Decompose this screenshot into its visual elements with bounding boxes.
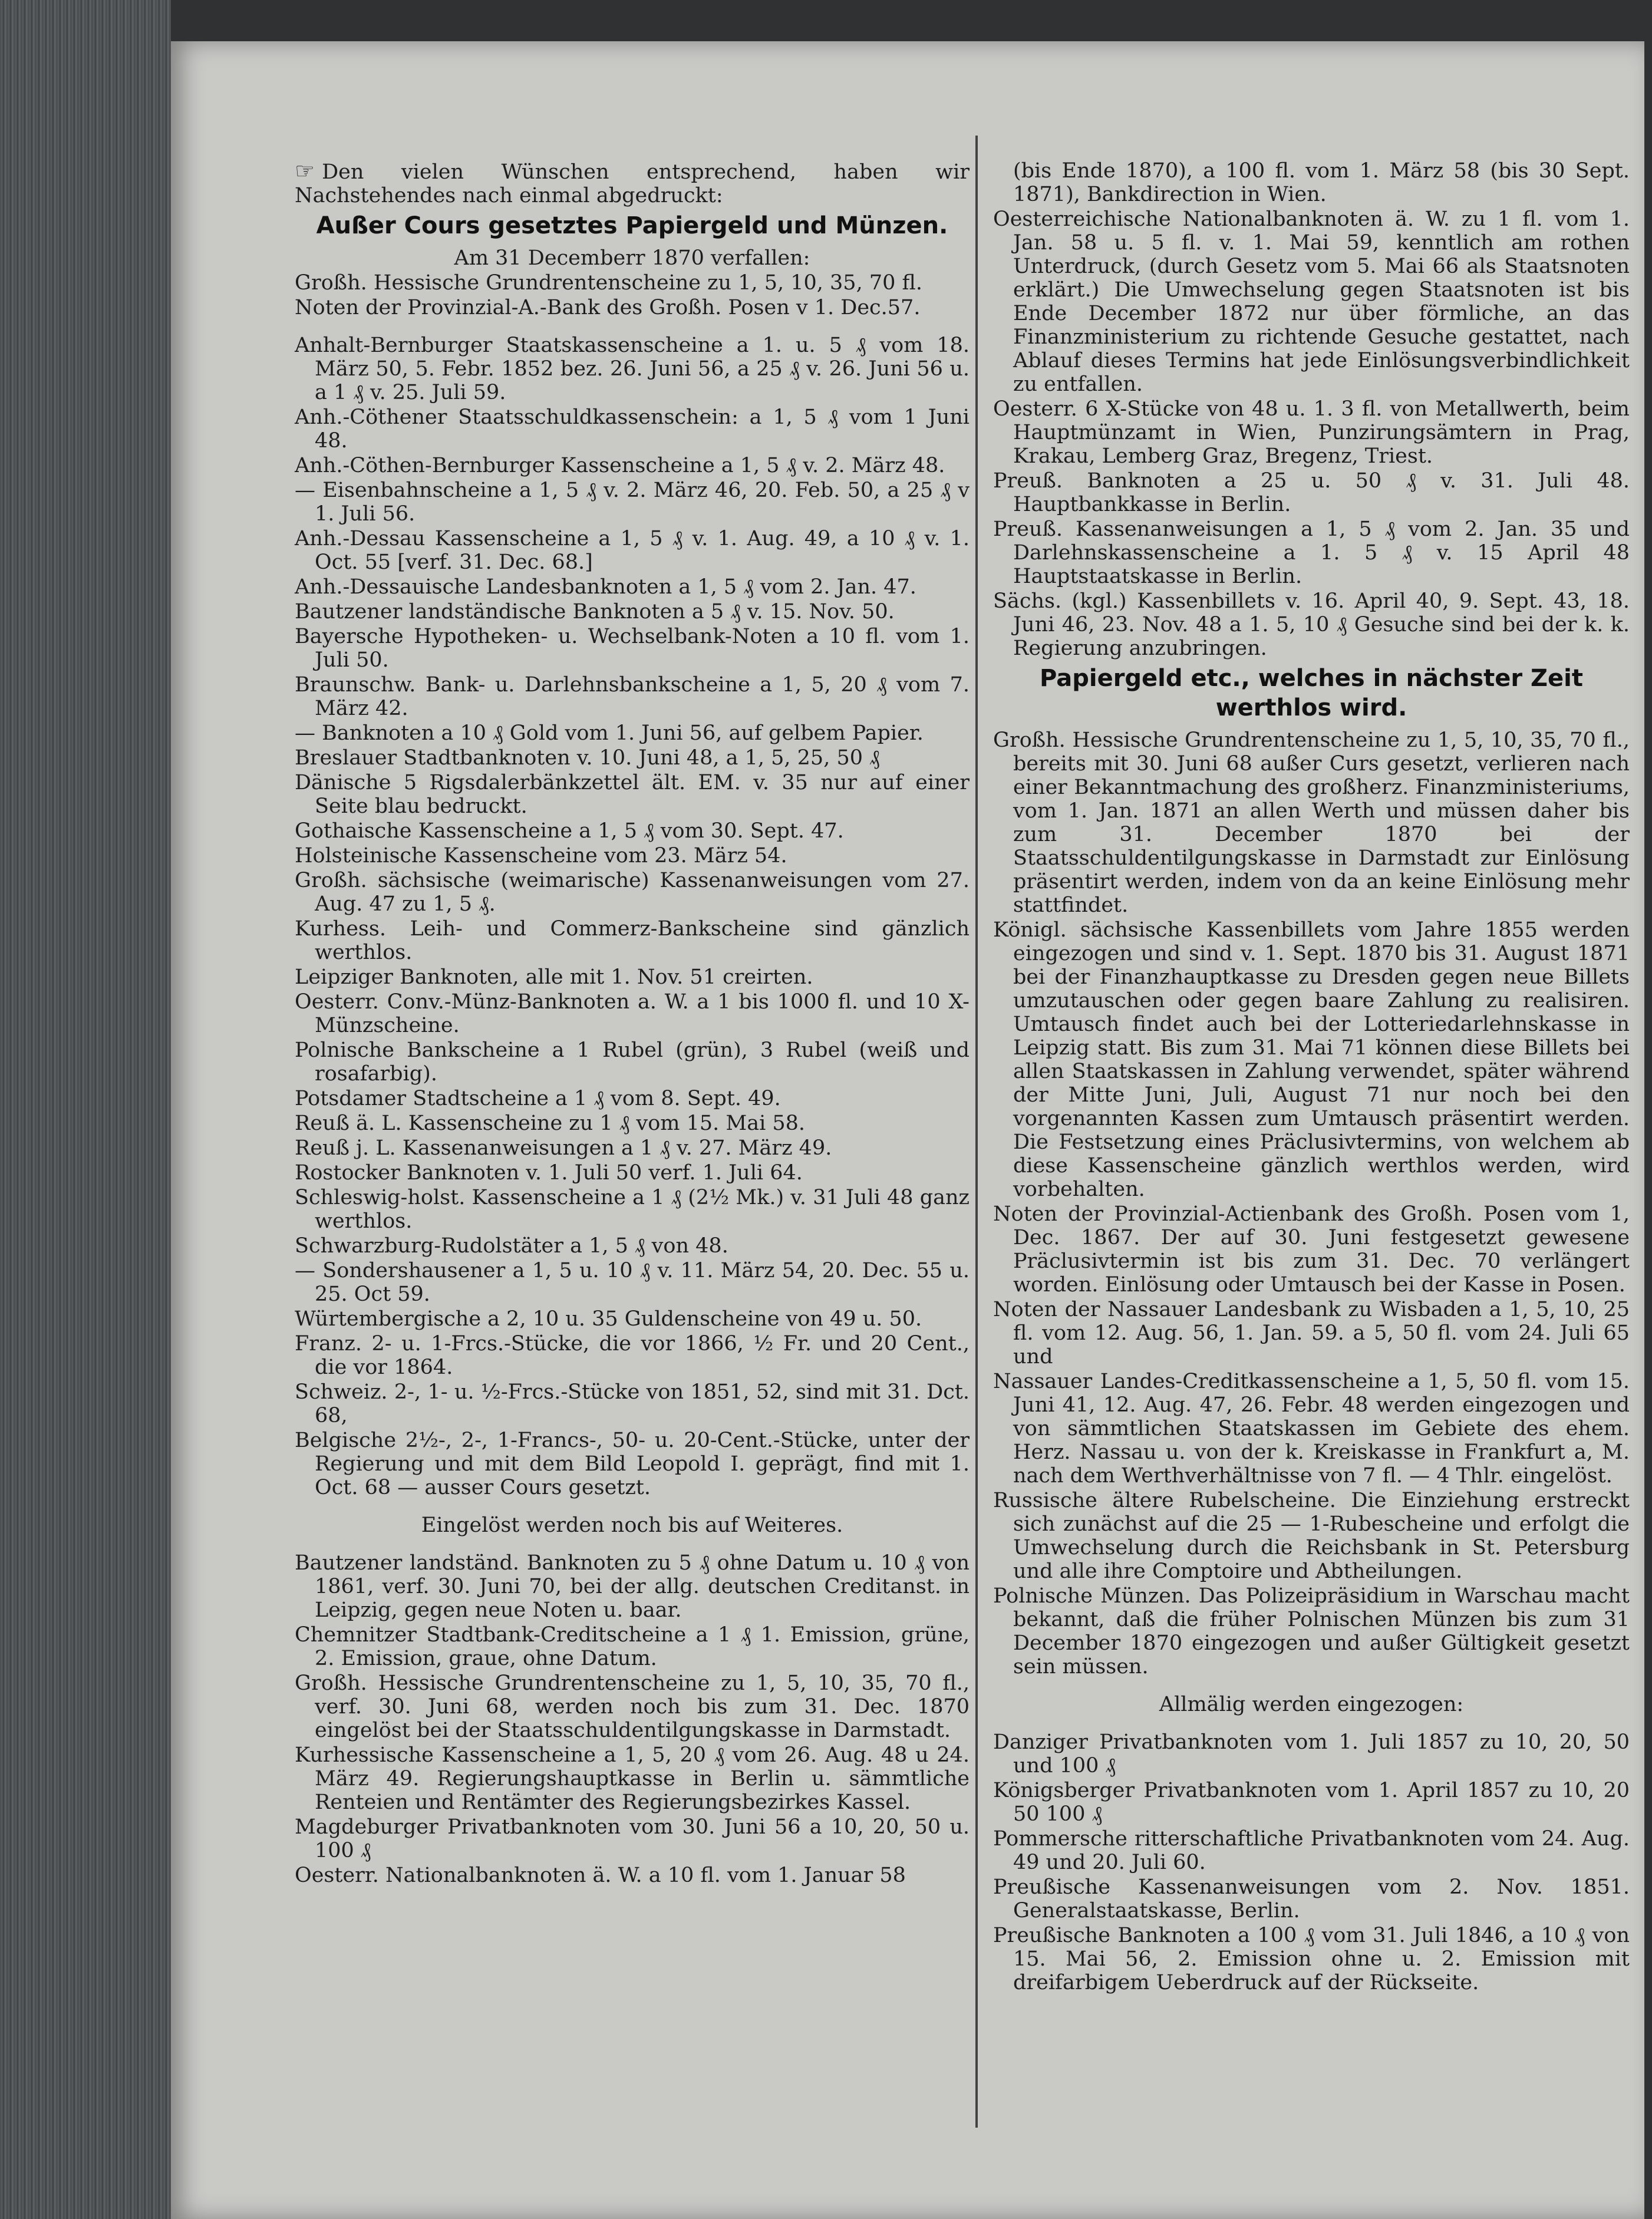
entry-text: (bis Ende 1870), a 100 fl. vom 1. März 58 (bis 30 Sept. 1871), Bankdirection in Wien. <box>1013 159 1630 206</box>
entry-text: Kurhessische Kassenscheine a 1, 5, 20 ₰ vom 26. Aug. 48 u 24. März 49. Regierungshauptkasse in Berlin u. sämmtliche Renteien und Rentämter des Regierungsbezirkes Kassel. <box>295 1743 970 1814</box>
currency-entry <box>295 1671 970 1742</box>
spacer <box>993 1680 1630 1693</box>
entry-text: Danziger Privatbanknoten vom 1. Juli 1857 zu 10, 20, 50 und 100 ₰ <box>993 1730 1630 1778</box>
entry-text: Großh. Hessische Grundrentenscheine zu 1, 5, 10, 35, 70 fl., bereits mit 30. Juni 68 außer Curs gesetzt, verlieren nach einer Bekanntmachung des großherz. Finanzministeriums, vom 1. Jan. 1871 an allen Werth und müssen daher bis zum 31. December 1870 bei der Staatsschuldentilgungskasse in Darmstadt zur Einlösung präsentirt werden, indem von da an keine Einlösung mehr stattfindet. <box>993 728 1630 917</box>
entry-text: Sächs. (kgl.) Kassenbillets v. 16. April 40, 9. Sept. 43, 18. Juni 46, 23. Nov. 48 a 1. 5, 10 ₰ Gesuche sind bei der k. k. Regierung anzubringen. <box>993 589 1630 660</box>
entry-text: — Sondershausener a 1, 5 u. 10 ₰ v. 11. März 54, 20. Dec. 55 u. 25. Oct 59. <box>295 1259 970 1306</box>
currency-entry <box>295 625 970 672</box>
currency-entry <box>295 721 970 745</box>
entry-text: Preußische Kassenanweisungen vom 2. Nov. 1851. Generalstaatskasse, Berlin. <box>993 1875 1630 1923</box>
spacer <box>295 1501 970 1514</box>
currency-entry <box>295 965 970 989</box>
currency-entry <box>295 917 970 964</box>
entry-text: Bayersche Hypotheken- u. Wechselbank-Noten a 10 fl. vom 1. Juli 50. <box>295 625 970 672</box>
entry-text: Russische ältere Rubelscheine. Die Einziehung erstreckt sich zunächst auf die 25 — 1-Rubescheine und erfolgt die Umwechselung durch die Reichsbank in St. Petersburg und alle ihre Comptoire und Abtheilungen. <box>993 1489 1630 1583</box>
entry-text: Bautzener landständ. Banknoten zu 5 ₰ ohne Datum u. 10 ₰ von 1861, verf. 30. Juni 70, bei der allg. deutschen Creditanst. in Leipzig, gegen neue Noten u. baar. <box>295 1551 970 1622</box>
entry-text: Leipziger Banknoten, alle mit 1. Nov. 51 creirten. <box>295 965 813 989</box>
currency-entry <box>295 869 970 916</box>
entry-continuation <box>993 159 1630 206</box>
entry-text: Schleswig-holst. Kassenscheine a 1 ₰ (2½ Mk.) v. 31 Juli 48 ganz werthlos. <box>295 1186 970 1233</box>
book-page <box>171 41 1644 2219</box>
currency-entry <box>295 405 970 453</box>
entry-text: — Banknoten a 10 ₰ Gold vom 1. Juni 56, auf gelbem Papier. <box>295 721 924 745</box>
currency-entry <box>295 1087 970 1110</box>
entry-text: Reuß ä. L. Kassenscheine zu 1 ₰ vom 15. Mai 58. <box>295 1112 806 1135</box>
entry-text: Großh. Hessische Grundrentenscheine zu 1, 5, 10, 35, 70 fl. <box>295 271 922 295</box>
entry-text: Polnische Bankscheine a 1 Rubel (grün), 3 Rubel (weiß und rosafarbig). <box>295 1038 970 1086</box>
entry-text: Schwarzburg-Rudolstäter a 1, 5 ₰ von 48. <box>295 1234 728 1258</box>
entry-text: Oesterr. Nationalbanknoten ä. W. a 10 fl. vom 1. Januar 58 <box>295 1864 906 1887</box>
entry-text: Pommersche ritterschaftliche Privatbanknoten vom 24. Aug. 49 und 20. Juli 60. <box>993 1827 1630 1874</box>
entry-text: Am 31 Decemberr 1870 verfallen: <box>454 246 810 270</box>
currency-entry <box>295 1112 970 1135</box>
currency-entry <box>295 1136 970 1160</box>
currency-entry <box>295 527 970 574</box>
entry-text: Den vielen Wünschen entsprechend, haben wir Nachstehendes nach einmal abgedruckt: <box>295 160 970 207</box>
entry-text: Allmälig werden eingezogen: <box>1159 1693 1464 1716</box>
spacer <box>295 321 970 334</box>
currency-entry <box>295 1259 970 1306</box>
currency-entry <box>295 334 970 404</box>
currency-entry <box>295 271 970 295</box>
currency-entry <box>993 517 1630 588</box>
entry-text: Dänische 5 Rigsdalerbänkzettel ält. EM. v. 35 nur auf einer Seite blau bedruckt. <box>295 771 970 818</box>
entry-text: Anh.-Dessau Kassenscheine a 1, 5 ₰ v. 1. Aug. 49, a 10 ₰ v. 1. Oct. 55 [verf. 31. Dec. 68.] <box>295 527 970 574</box>
currency-entry <box>993 918 1630 1201</box>
entry-text: Nassauer Landes-Creditkassenscheine a 1, 5, 50 fl. vom 15. Juni 41, 12. Aug. 47, 26. Febr. 48 werden eingezogen und von sämmtlichen Staatskassen im Gebiete des ehem. Herz. Nassau u. von der k. Kreiskasse in Frankfurt a, M. nach dem Werthverhältnisse von 7 fl. — 4 Thlr. eingelöst. <box>993 1370 1630 1488</box>
entry-text: Kurhess. Leih- und Commerz-Bankscheine sind gänzlich werthlos. <box>295 917 970 964</box>
entry-text: Großh. Hessische Grundrentenscheine zu 1, 5, 10, 35, 70 fl., verf. 30. Juni 68, werden noch bis zum 31. Dec. 1870 eingelöst bei der Staatsschuldentilgungskasse in Darmstadt. <box>295 1671 970 1742</box>
currency-entry <box>993 1779 1630 1826</box>
entry-text: Eingelöst werden noch bis auf Weiteres. <box>421 1514 843 1537</box>
entry-text: Anh.-Dessauische Landesbanknoten a 1, 5 ₰ vom 2. Jan. 47. <box>295 575 916 599</box>
entry-text: Oesterreichische Nationalbanknoten ä. W. zu 1 fl. vom 1. Jan. 58 u. 5 fl. v. 1. Mai 59, kenntlich am rothen Unterdruck, (durch Gesetz vom 5. Mai 66 als Staatsnoten erklärt.) Die Umwechselung gegen Staatsnoten ist bis Ende December 1872 nur über förmliche, an das Finanzministerium zu richtende Gesuche gestattet, nach Ablauf dieses Termins hat jede Einlösungsverbindlichkeit zu entfallen. <box>993 207 1630 396</box>
left-column <box>295 159 970 1888</box>
entry-text: Magdeburger Privatbanknoten vom 30. Juni 56 a 10, 20, 50 u. 100 ₰ <box>295 1815 970 1862</box>
currency-entry <box>295 1038 970 1086</box>
currency-entry <box>295 600 970 624</box>
currency-entry <box>993 1489 1630 1583</box>
entry-text: Potsdamer Stadtscheine a 1 ₰ vom 8. Sept. 49. <box>295 1087 781 1110</box>
spacer <box>993 1717 1630 1730</box>
currency-entry <box>295 844 970 868</box>
entry-text: Preußische Banknoten a 100 ₰ vom 31. Juli 1846, a 10 ₰ von 15. Mai 56, 2. Emission ohne u. 2. Emission mit dreifarbigem Ueberdruck auf der Rückseite. <box>993 1924 1630 1994</box>
currency-entry <box>993 1298 1630 1369</box>
entry-text: Schweiz. 2-, 1- u. ½-Frcs.-Stücke von 1851, 52, sind mit 31. Dct. 68, <box>295 1380 970 1427</box>
entry-text: Polnische Münzen. Das Polizeipräsidium in Warschau macht bekannt, daß die früher Polnischen Münzen bis zum 31 December 1870 eingezogen und außer Gültigkeit gesetzt sein müssen. <box>993 1584 1630 1679</box>
currency-entry <box>295 1551 970 1622</box>
section-heading <box>993 664 1630 723</box>
entry-text: Königsberger Privatbanknoten vom 1. April 1857 zu 10, 20 50 100 ₰ <box>993 1779 1630 1826</box>
currency-entry <box>993 1924 1630 1994</box>
currency-entry <box>295 1332 970 1379</box>
entry-text: Anh.-Cöthen-Bernburger Kassenscheine a 1, 5 ₰ v. 2. März 48. <box>295 454 945 477</box>
entry-text: Gothaische Kassenscheine a 1, 5 ₰ vom 30. Sept. 47. <box>295 819 844 843</box>
entry-text: Papiergeld etc., welches in nächster Zeit werthlos wird. <box>1039 665 1584 721</box>
currency-entry <box>295 1743 970 1814</box>
entry-text: Großh. sächsische (weimarische) Kassenanweisungen vom 27. Aug. 47 zu 1, 5 ₰. <box>295 869 970 916</box>
entry-text: Belgische 2½-, 2-, 1-Francs-, 50- u. 20-Cent.-Stücke, unter der Regierung und mit dem Bild Leopold I. geprägt, find mit 1. Oct. 68 — ausser Cours gesetzt. <box>295 1429 970 1499</box>
currency-entry <box>295 990 970 1037</box>
currency-entry <box>993 1370 1630 1488</box>
book-page-edges <box>0 0 171 2219</box>
entry-text: Chemnitzer Stadtbank-Creditscheine a 1 ₰ 1. Emission, grüne, 2. Emission, graue, ohne Datum. <box>295 1623 970 1670</box>
section-subheading <box>295 246 970 270</box>
currency-entry <box>295 1380 970 1427</box>
currency-entry <box>295 479 970 526</box>
spacer <box>295 1538 970 1551</box>
currency-entry <box>993 469 1630 516</box>
currency-entry <box>295 1234 970 1258</box>
entry-text: Rostocker Banknoten v. 1. Juli 50 verf. 1. Juli 64. <box>295 1161 803 1185</box>
entry-text: — Eisenbahnscheine a 1, 5 ₰ v. 2. März 46, 20. Feb. 50, a 25 ₰ v 1. Juli 56. <box>295 479 970 526</box>
currency-entry <box>993 1202 1630 1297</box>
section-subheading <box>993 1693 1630 1716</box>
currency-entry <box>993 207 1630 396</box>
entry-text: Noten der Provinzial-A.-Bank des Großh. Posen v 1. Dec.57. <box>295 296 921 319</box>
entry-text: Königl. sächsische Kassenbillets vom Jahre 1855 werden eingezogen und sind v. 1. Sept. 1870 bis 31. August 1871 bei der Finanzhauptkasse zu Dresden gegen neue Billets umzutauschen oder gegen baare Zahlung zu realisiren. Umtausch findet auch bei der Lotteriedarlehnskasse in Leipzig statt. Bis zum 31. Mai 71 können diese Billets bei allen Staatskassen in Zahlung verwendet, später während der Mitte Juni, Juli, August 71 nur noch bei den vorgenannten Kassen zum Umtausch präsentirt werden. Die Festsetzung eines Präclusivtermins, von welchem ab diese Kassenscheine gänzlich werthlos werden, wird vorbehalten. <box>993 918 1630 1201</box>
entry-text: Breslauer Stadtbanknoten v. 10. Juni 48, a 1, 5, 25, 50 ₰ <box>295 746 880 770</box>
currency-entry <box>295 771 970 818</box>
entry-text: Braunschw. Bank- u. Darlehnsbankscheine a 1, 5, 20 ₰ vom 7. März 42. <box>295 673 970 720</box>
intro-paragraph <box>295 159 970 207</box>
entry-text: Franz. 2- u. 1-Frcs.-Stücke, die vor 1866, ½ Fr. und 20 Cent., die vor 1864. <box>295 1332 970 1379</box>
entry-text: Holsteinische Kassenscheine vom 23. März 54. <box>295 844 787 868</box>
entry-text: Noten der Provinzial-Actienbank des Großh. Posen vom 1, Dec. 1867. Der auf 30. Juni festgesetzt gewesene Präclusivtermin ist bis zum 31. Dec. 70 verlängert worden. Einlösung oder Umtausch bei der Kasse in Posen. <box>993 1202 1630 1297</box>
currency-entry <box>295 819 970 843</box>
currency-entry <box>993 397 1630 468</box>
entry-text: Preuß. Banknoten a 25 u. 50 ₰ v. 31. Juli 48. Hauptbankkasse in Berlin. <box>993 469 1630 516</box>
currency-entry <box>295 673 970 720</box>
entry-text: Außer Cours gesetztes Papiergeld und Münzen. <box>316 212 948 239</box>
column-divider <box>975 136 978 2128</box>
entry-text: Preuß. Kassenanweisungen a 1, 5 ₰ vom 2. Jan. 35 und Darlehnskassenscheine a 1. 5 ₰ v. 15 April 48 Hauptstaatskasse in Berlin. <box>993 517 1630 588</box>
currency-entry <box>295 1864 970 1887</box>
pointing-hand-icon: ☞ <box>295 158 315 184</box>
entry-text: Reuß j. L. Kassenanweisungen a 1 ₰ v. 27. März 49. <box>295 1136 832 1160</box>
currency-entry <box>295 454 970 477</box>
entry-text: Anhalt-Bernburger Staatskassenscheine a 1. u. 5 ₰ vom 18. März 50, 5. Febr. 1852 bez. 26. Juni 56, a 25 ₰ v. 26. Juni 56 u. a 1 ₰ v. 25. Juli 59. <box>295 334 970 404</box>
currency-entry <box>295 1161 970 1185</box>
currency-entry <box>295 296 970 319</box>
currency-entry <box>993 1584 1630 1679</box>
currency-entry <box>295 1307 970 1331</box>
currency-entry <box>295 746 970 770</box>
entry-text: Bautzener landständische Banknoten a 5 ₰ v. 15. Nov. 50. <box>295 600 895 624</box>
section-subheading <box>295 1514 970 1537</box>
entry-text: Oesterr. Conv.-Münz-Banknoten a. W. a 1 bis 1000 fl. und 10 X-Münzscheine. <box>295 990 970 1037</box>
section-heading <box>295 211 970 240</box>
currency-entry <box>295 575 970 599</box>
entry-text: Anh.-Cöthener Staatsschuldkassenschein: a 1, 5 ₰ vom 1 Juni 48. <box>295 405 970 453</box>
currency-entry <box>993 1827 1630 1874</box>
entry-text: Würtembergische a 2, 10 u. 35 Guldenscheine von 49 u. 50. <box>295 1307 922 1331</box>
currency-entry <box>993 1730 1630 1778</box>
currency-entry <box>295 1623 970 1670</box>
currency-entry <box>993 589 1630 660</box>
currency-entry <box>295 1186 970 1233</box>
currency-entry <box>993 728 1630 917</box>
currency-entry <box>295 1429 970 1499</box>
currency-entry <box>993 1875 1630 1923</box>
right-column <box>993 159 1630 1996</box>
entry-text: Oesterr. 6 X-Stücke von 48 u. 1. 3 fl. von Metallwerth, beim Hauptmünzamt in Wien, Punzirungsämtern in Prag, Krakau, Lemberg Graz, Bregenz, Triest. <box>993 397 1630 468</box>
entry-text: Noten der Nassauer Landesbank zu Wisbaden a 1, 5, 10, 25 fl. vom 12. Aug. 56, 1. Jan. 59. a 5, 50 fl. vom 24. Juli 65 und <box>993 1298 1630 1369</box>
currency-entry <box>295 1815 970 1862</box>
